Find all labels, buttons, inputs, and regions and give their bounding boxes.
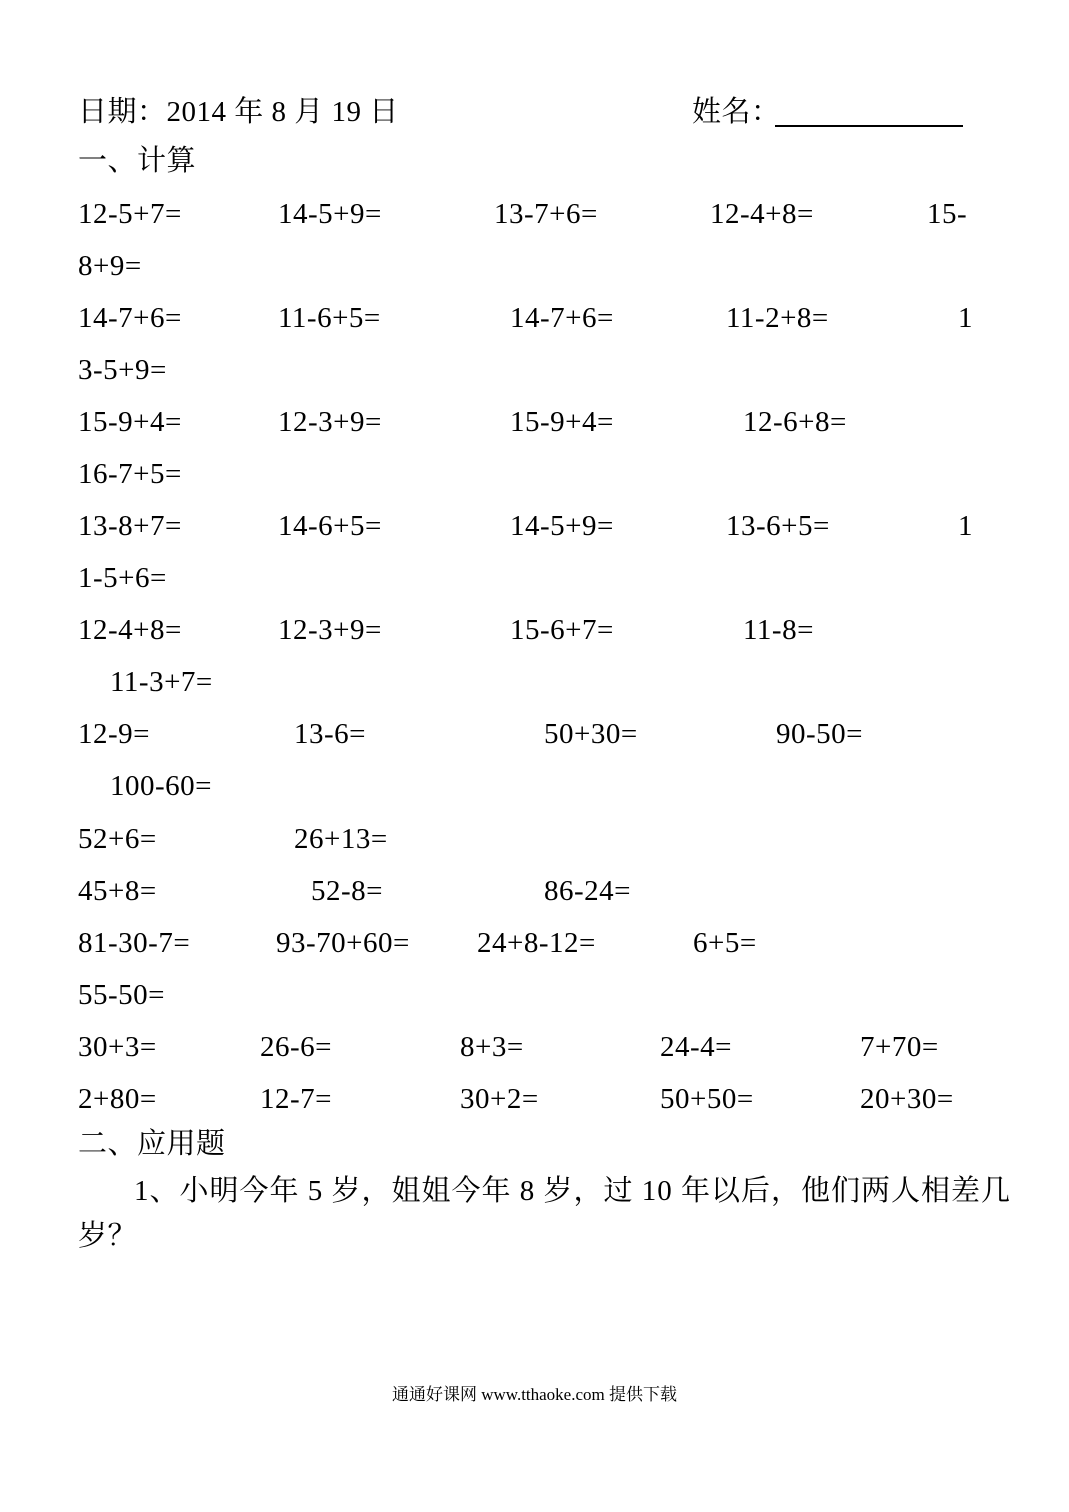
problem: 11-3+7=	[110, 666, 213, 698]
problem: 12-3+9=	[278, 406, 382, 438]
problem: 12-9=	[78, 718, 151, 750]
problem: 11-8=	[743, 614, 814, 646]
problem: 24-4=	[660, 1031, 733, 1063]
problem: 30+2=	[460, 1083, 539, 1115]
problem: 11-6+5=	[278, 302, 381, 334]
problem: 26-6=	[260, 1031, 333, 1063]
problem-fragment: 3-5+9=	[78, 354, 167, 386]
problem: 50+30=	[544, 718, 638, 750]
problem-fragment: 15-	[927, 198, 968, 230]
problem: 12-7=	[260, 1083, 333, 1115]
problem-fragment: 1	[958, 510, 973, 542]
problem-fragment: 1-5+6=	[78, 562, 167, 594]
problem: 12-6+8=	[743, 406, 847, 438]
problem: 13-6=	[294, 718, 367, 750]
section-title-word-problems: 二、应用题	[78, 1128, 226, 1160]
problem: 13-6+5=	[726, 510, 830, 542]
problem: 14-6+5=	[278, 510, 382, 542]
problem: 8+3=	[460, 1031, 524, 1063]
problem: 20+30=	[860, 1083, 954, 1115]
problem: 2+80=	[78, 1083, 157, 1115]
problem: 13-7+6=	[494, 198, 598, 230]
problem: 15-9+4=	[510, 406, 614, 438]
problem: 12-3+9=	[278, 614, 382, 646]
date-line: 日期：2014 年 8 月 19 日	[78, 96, 399, 128]
problem: 6+5=	[693, 927, 757, 959]
name-label: 姓名：	[692, 96, 781, 128]
problem: 86-24=	[544, 875, 632, 907]
problem: 14-5+9=	[278, 198, 382, 230]
problem: 12-4+8=	[710, 198, 814, 230]
name-blank-line	[775, 125, 963, 127]
problem: 11-2+8=	[726, 302, 829, 334]
word-problem-1-continued: 岁？	[78, 1220, 138, 1252]
problem: 16-7+5=	[78, 458, 182, 490]
problem: 52+6=	[78, 823, 157, 855]
problem: 81-30-7=	[78, 927, 191, 959]
problem-fragment: 1	[958, 302, 973, 334]
problem: 12-5+7=	[78, 198, 182, 230]
word-problem-1: 1、小明今年 5 岁，姐姐今年 8 岁，过 10 年以后，他们两人相差几	[134, 1175, 1012, 1207]
problem: 14-7+6=	[510, 302, 614, 334]
problem: 52-8=	[311, 875, 384, 907]
problem: 13-8+7=	[78, 510, 182, 542]
problem: 90-50=	[776, 718, 864, 750]
problem: 100-60=	[110, 770, 213, 802]
problem: 7+70=	[860, 1031, 939, 1063]
problem: 45+8=	[78, 875, 157, 907]
problem: 93-70+60=	[276, 927, 410, 959]
problem: 24+8-12=	[477, 927, 596, 959]
problem-fragment: 8+9=	[78, 250, 142, 282]
problem: 12-4+8=	[78, 614, 182, 646]
problem: 15-9+4=	[78, 406, 182, 438]
problem: 55-50=	[78, 979, 166, 1011]
problem: 50+50=	[660, 1083, 754, 1115]
problem: 26+13=	[294, 823, 388, 855]
problem: 15-6+7=	[510, 614, 614, 646]
footer-source: 通通好课网 www.tthaoke.com 提供下载	[391, 1385, 678, 1404]
problem: 30+3=	[78, 1031, 157, 1063]
problem: 14-7+6=	[78, 302, 182, 334]
problem: 14-5+9=	[510, 510, 614, 542]
section-title-calculation: 一、计算	[78, 145, 197, 177]
